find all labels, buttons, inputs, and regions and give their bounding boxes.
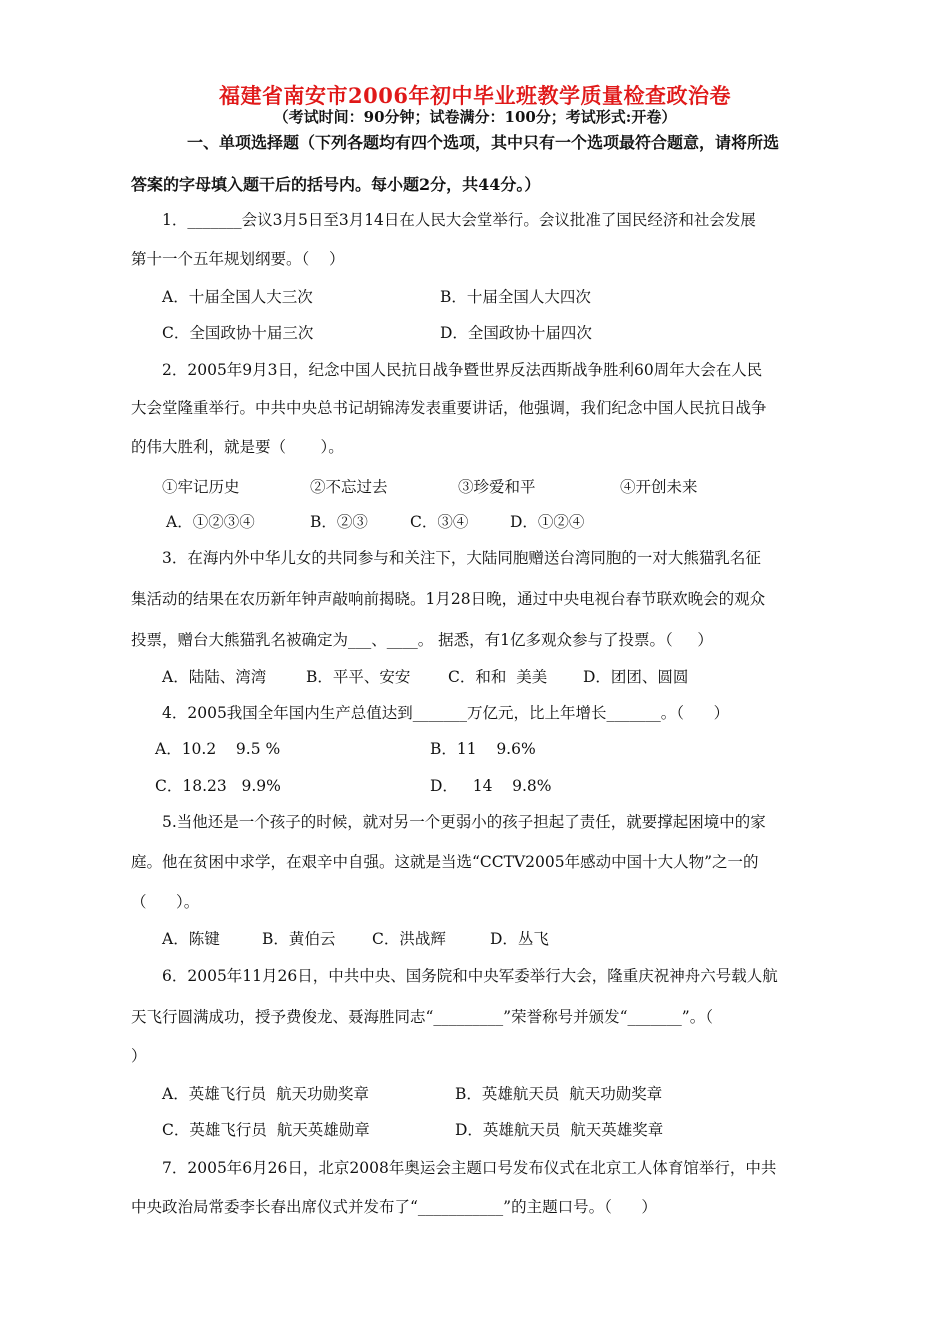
q4-option-a: A．10.2 9.5 %	[155, 740, 281, 758]
q6-option-b: B．英雄航天员 航天功勋奖章	[455, 1085, 663, 1103]
q7-stem-line-1: 7．2005年6月26日，北京2008年奥运会主题口号发布仪式在北京工人体育馆举行，中共	[162, 1159, 777, 1177]
q5-stem-line-3: （ ）。	[131, 893, 200, 911]
q1-stem-line-2: 第十一个五年规划纲要。（ ）	[131, 250, 345, 268]
q5-stem-line-1: 5.当他还是一个孩子的时候，就对另一个更弱小的孩子担起了责任，就要撑起困境中的家	[162, 813, 766, 831]
exam-info: （考试时间：90分钟；试卷满分：100分；考试形式:开卷）	[273, 108, 677, 126]
q4-stem-line-1: 4．2005我国全年国内生产总值达到_______万亿元，比上年增长_______。（ ）	[162, 704, 730, 722]
q6-stem-line-2: 天飞行圆满成功，授予费俊龙、聂海胜同志“_________”荣誉称号并颁发“_______”。（	[131, 1008, 713, 1026]
q6-option-a: A．英雄飞行员 航天功勋奖章	[162, 1085, 370, 1103]
q2-item-3: ③珍爱和平	[458, 478, 536, 496]
q6-option-c: C．英雄飞行员 航天英雄勋章	[162, 1121, 370, 1139]
q1-option-a: A．十届全国人大三次	[162, 288, 313, 306]
q3-option-c: C．和和 美美	[448, 668, 548, 686]
q2-item-4: ④开创未来	[620, 478, 698, 496]
q5-stem-line-2: 庭。他在贫困中求学，在艰辛中自强。这就是当选“CCTV2005年感动中国十大人物”之一的	[131, 853, 759, 871]
q1-option-b: B．十届全国人大四次	[440, 288, 591, 306]
q3-stem-line-2: 集活动的结果在农历新年钟声敲响前揭晓。1月28日晚，通过中央电视台春节联欢晚会的观众	[131, 590, 766, 608]
q1-option-d: D．全国政协十届四次	[440, 324, 592, 342]
q2-option-c: C．③④	[410, 513, 469, 531]
q6-option-d: D．英雄航天员 航天英雄奖章	[455, 1121, 664, 1139]
q2-stem-line-3: 的伟大胜利，就是要（ ）。	[131, 438, 344, 456]
q4-option-d: D． 14 9.8%	[430, 777, 552, 795]
q2-stem-line-1: 2．2005年9月3日，纪念中国人民抗日战争暨世界反法西斯战争胜利60周年大会在人民	[162, 361, 763, 379]
q5-option-c: C．洪战辉	[372, 930, 446, 948]
q5-option-b: B．黄伯云	[262, 930, 336, 948]
q2-item-2: ②不忘过去	[310, 478, 388, 496]
q6-stem-line-3: ）	[131, 1047, 147, 1065]
q4-option-b: B．11 9.6%	[430, 740, 536, 758]
section-heading-line-1: 一、单项选择题（下列各题均有四个选项，其中只有一个选项最符合题意，请将所选	[187, 133, 780, 152]
q5-option-a: A．陈键	[162, 930, 220, 948]
q1-option-c: C．全国政协十届三次	[162, 324, 314, 342]
q3-option-a: A．陆陆、湾湾	[162, 668, 267, 686]
q2-item-1: ①牢记历史	[162, 478, 240, 496]
q3-option-d: D．团团、圆圆	[583, 668, 689, 686]
q7-stem-line-2: 中央政治局常委李长春出席仪式并发布了“___________”的主题口号。（ ）	[131, 1198, 657, 1216]
q3-option-b: B．平平、安安	[306, 668, 411, 686]
q2-option-a: A．①②③④	[166, 513, 255, 531]
q1-stem-line-1: 1．_______会议3月5日至3月14日在人民大会堂举行。会议批准了国民经济和社会发展	[162, 211, 756, 229]
q5-option-d: D．丛飞	[490, 930, 549, 948]
section-heading-line-2: 答案的字母填入题干后的括号内。每小题2分，共44分。）	[131, 175, 541, 194]
page-title: 福建省南安市2006年初中毕业班教学质量检查政治卷	[219, 83, 731, 108]
q4-option-c: C．18.23 9.9%	[155, 777, 281, 795]
q6-stem-line-1: 6．2005年11月26日，中共中央、国务院和中央军委举行大会，隆重庆祝神舟六号载人航	[162, 967, 778, 985]
q3-stem-line-3: 投票，赠台大熊猫乳名被确定为___、____。 据悉，有1亿多观众参与了投票。（ ）	[131, 631, 713, 649]
q2-stem-line-2: 大会堂隆重举行。中共中央总书记胡锦涛发表重要讲话，他强调，我们纪念中国人民抗日战争	[131, 399, 767, 417]
q2-option-d: D．①②④	[510, 513, 585, 531]
q3-stem-line-1: 3．在海内外中华儿女的共同参与和关注下，大陆同胞赠送台湾同胞的一对大熊猫乳名征	[162, 549, 761, 567]
q2-option-b: B．②③	[310, 513, 368, 531]
